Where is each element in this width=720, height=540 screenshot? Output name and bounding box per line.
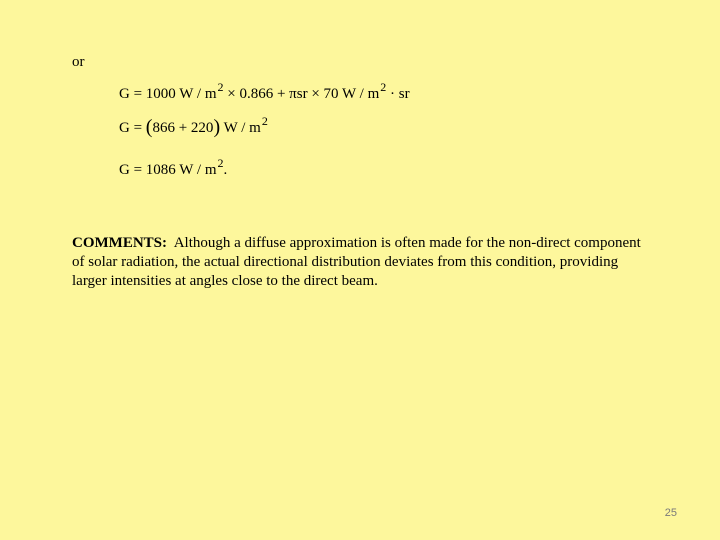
eq2-unit: W / m bbox=[220, 120, 261, 136]
comments-label: COMMENTS: bbox=[72, 235, 167, 251]
eq2-close-paren: ) bbox=[213, 116, 221, 138]
equation-3 bbox=[119, 156, 228, 179]
eq2-exponent: 2 bbox=[261, 114, 268, 128]
eq1-tail: · sr bbox=[386, 86, 410, 102]
eq2-inner: 866 + 220 bbox=[152, 120, 214, 136]
equation-1 bbox=[119, 80, 410, 103]
eq3-exponent: 2 bbox=[217, 156, 224, 170]
comments-paragraph bbox=[72, 234, 652, 291]
eq3-lhs: G = 1086 W / m bbox=[119, 162, 217, 178]
eq1-middle: × 0.866 + πsr × 70 W / m bbox=[223, 86, 380, 102]
comments-text: Although a diffuse approximation is often made for the non-direct component of solar radiation, the actual directional distribution deviates from this condition, providing larger intensities at angles close to the direct beam. bbox=[72, 235, 641, 289]
page-number: 25 bbox=[664, 507, 677, 519]
eq1-exponent-1: 2 bbox=[217, 80, 224, 94]
eq2-lhs: G = bbox=[119, 120, 146, 136]
eq1-lhs: G = 1000 W / m bbox=[119, 86, 217, 102]
eq3-tail: . bbox=[223, 162, 228, 178]
eq2-open-paren: ( bbox=[145, 116, 153, 138]
or-text: or bbox=[72, 54, 85, 70]
equation-2 bbox=[119, 114, 268, 138]
eq1-exponent-2: 2 bbox=[380, 80, 387, 94]
